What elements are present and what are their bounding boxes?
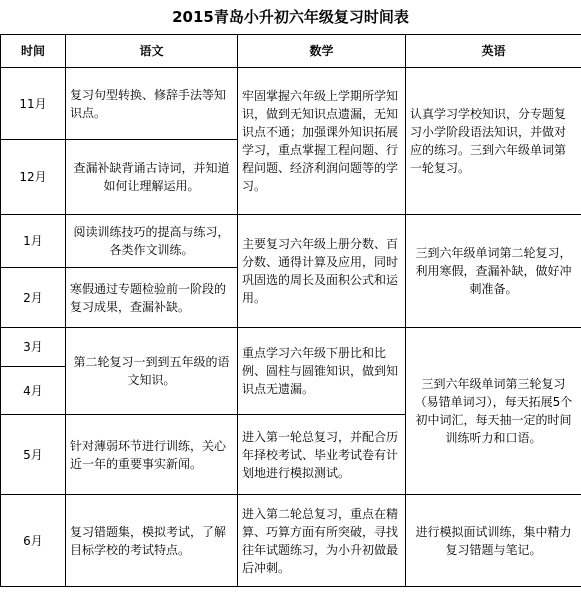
chinese-cell: 第二轮复习一到到五年级的语文知识。 xyxy=(66,328,238,415)
english-cell: 三到六年级单词第三轮复习（易错单词习），每天拓展5个初中词汇，每天抽一定的时间训练听力和口语。 xyxy=(406,328,581,495)
table-row xyxy=(1,215,581,268)
month-cell: 2月 xyxy=(1,268,66,328)
chinese-cell: 针对薄弱环节进行训练，关心近一年的重要事实新闻。 xyxy=(66,415,238,495)
month-cell: 11月 xyxy=(1,68,66,140)
chinese-cell: 复习错题集，模拟考试，了解目标学校的考试特点。 xyxy=(66,495,238,587)
english-cell: 三到六年级单词第二轮复习，利用寒假，查漏补缺，做好冲刺准备。 xyxy=(406,215,581,328)
month-cell: 1月 xyxy=(1,215,66,268)
page-title: 2015青岛小升初六年级复习时间表 xyxy=(172,8,409,26)
header-english: 英语 xyxy=(406,35,581,68)
math-cell: 重点学习六年级下册比和比例、圆柱与圆锥知识，做到知识点无遗漏。 xyxy=(238,328,406,415)
header-chinese: 语文 xyxy=(66,35,238,68)
math-cell: 牢固掌握六年级上学期所学知识，做到无知识点遗漏，无知识点不通；加强课外知识拓展学习，重点掌握工程问题、行程问题、经济利润问题等的学习。 xyxy=(238,68,406,215)
chinese-cell: 寒假通过专题检验前一阶段的复习成果，查漏补缺。 xyxy=(66,268,238,328)
chinese-cell: 阅读训练技巧的提高与练习，各类作文训练。 xyxy=(66,215,238,268)
header-row xyxy=(1,35,581,68)
month-cell: 4月 xyxy=(1,367,66,415)
schedule-table xyxy=(0,34,581,587)
header-math: 数学 xyxy=(238,35,406,68)
table-row xyxy=(1,328,581,367)
header-time: 时间 xyxy=(1,35,66,68)
english-cell: 进行模拟面试训练，集中精力复习错题与笔记。 xyxy=(406,495,581,587)
month-cell: 12月 xyxy=(1,140,66,215)
math-cell: 主要复习六年级上册分数、百分数、通得计算及应用，同时巩固选的周长及面积公式和运用。 xyxy=(238,215,406,328)
table-row xyxy=(1,495,581,587)
table-row xyxy=(1,68,581,140)
chinese-cell: 复习句型转换、修辞手法等知识点。 xyxy=(66,68,238,140)
math-cell: 进入第一轮总复习，并配合历年择校考试、毕业考试卷有计划地进行模拟测试。 xyxy=(238,415,406,495)
math-cell: 进入第二轮总复习，重点在精算、巧算方面有所突破，寻找往年试题练习，为小升初做最后冲刺。 xyxy=(238,495,406,587)
month-cell: 6月 xyxy=(1,495,66,587)
month-cell: 5月 xyxy=(1,415,66,495)
english-cell: 认真学习学校知识，分专题复习小学阶段语法知识，并做对应的练习。三到六年级单词第一轮复习。 xyxy=(406,68,581,215)
month-cell: 3月 xyxy=(1,328,66,367)
chinese-cell: 查漏补缺背诵古诗词，并知道如何让理解运用。 xyxy=(66,140,238,215)
